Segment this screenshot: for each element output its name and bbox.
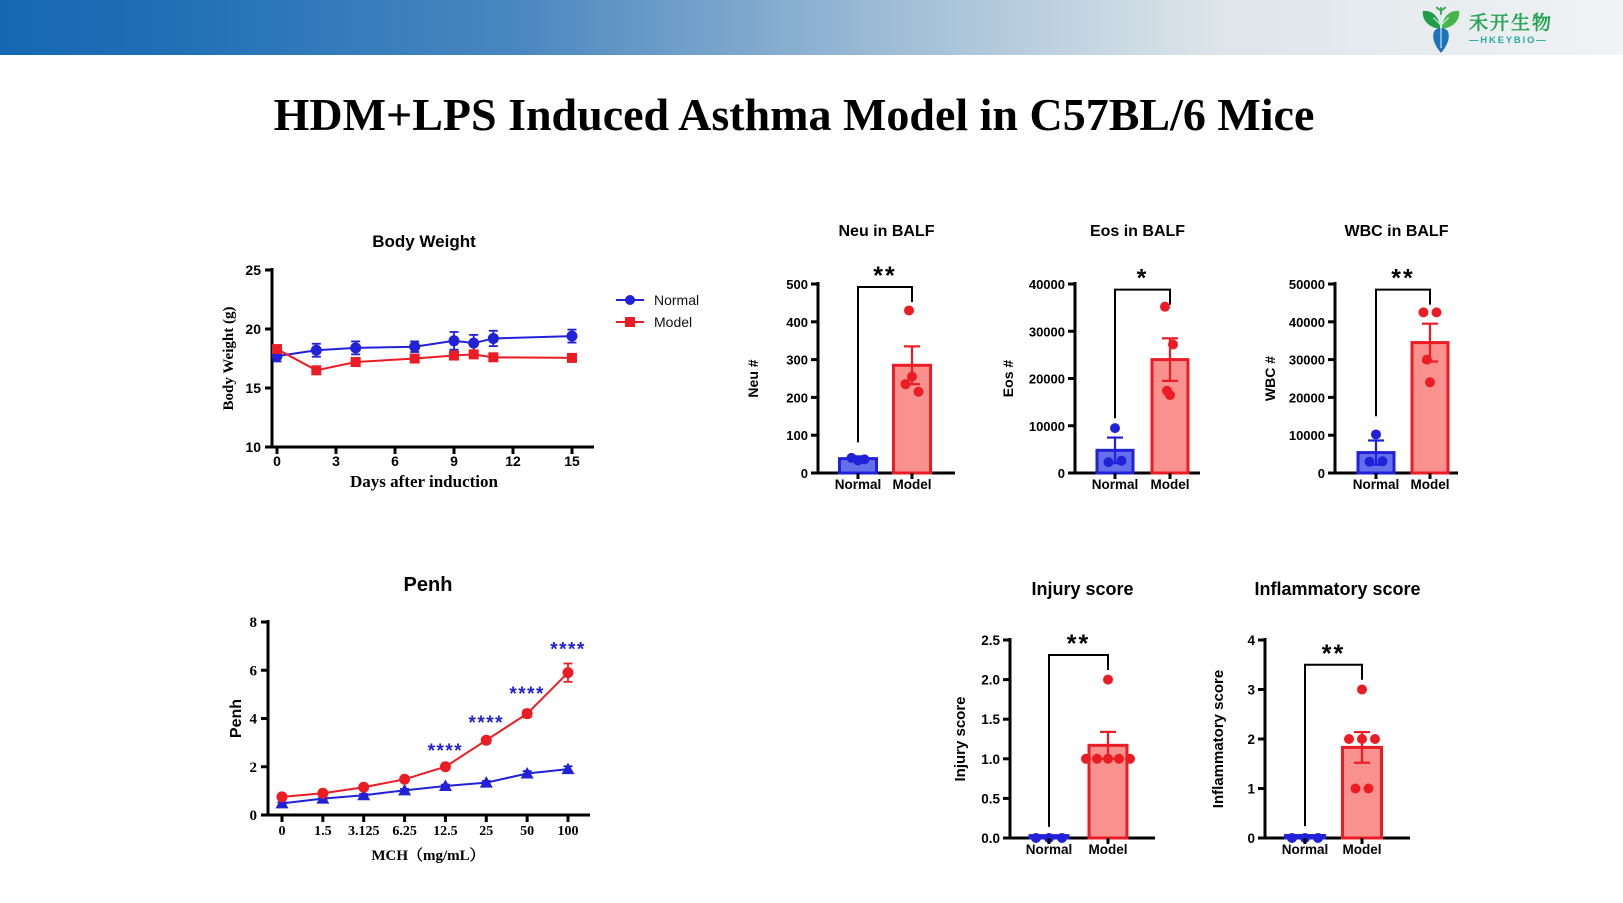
svg-text:2.0: 2.0 <box>981 672 1000 688</box>
svg-text:0: 0 <box>1247 831 1255 846</box>
svg-text:*: * <box>1136 264 1149 293</box>
svg-text:Eos #: Eos # <box>1000 359 1016 398</box>
svg-text:Model: Model <box>1150 477 1190 492</box>
svg-text:1.5: 1.5 <box>314 824 332 839</box>
page-title: HDM+LPS Induced Asthma Model in C57BL/6 Mice <box>273 89 1315 140</box>
inflammatory-score-plot <box>1175 550 1425 865</box>
svg-text:300: 300 <box>786 352 808 368</box>
svg-text:0: 0 <box>249 808 257 824</box>
svg-text:9: 9 <box>450 453 458 469</box>
svg-text:Normal: Normal <box>1281 842 1329 857</box>
svg-text:Injury score: Injury score <box>952 696 969 782</box>
svg-text:Model: Model <box>1342 842 1382 857</box>
wbc-in-balf-plot <box>1233 205 1463 505</box>
logo-leaf-icon <box>1420 6 1462 54</box>
svg-text:Normal: Normal <box>1025 842 1073 857</box>
svg-text:0: 0 <box>1057 466 1065 481</box>
svg-text:0: 0 <box>278 824 286 839</box>
normal-series-marker-icon <box>615 293 645 307</box>
svg-text:15: 15 <box>245 380 261 396</box>
svg-text:2.5: 2.5 <box>981 633 1000 648</box>
svg-text:200: 200 <box>786 390 808 406</box>
svg-text:25: 25 <box>245 262 261 278</box>
svg-text:Neu #: Neu # <box>745 359 761 398</box>
svg-text:15: 15 <box>564 453 580 469</box>
svg-text:Body Weight (g): Body Weight (g) <box>221 306 237 411</box>
model-series-marker-icon <box>615 315 645 329</box>
svg-text:Eos in BALF: Eos in BALF <box>1089 223 1186 240</box>
svg-text:100: 100 <box>786 428 808 444</box>
body-weight-plot <box>200 215 645 510</box>
svg-text:**: ** <box>1321 639 1346 668</box>
svg-text:12: 12 <box>505 453 521 469</box>
svg-text:6.25: 6.25 <box>392 824 417 839</box>
svg-text:10000: 10000 <box>1028 418 1065 434</box>
svg-text:1.0: 1.0 <box>981 751 1000 767</box>
svg-text:Normal: Normal <box>1352 477 1400 492</box>
svg-text:0: 0 <box>273 453 281 469</box>
svg-text:**: ** <box>1066 630 1091 659</box>
svg-text:10: 10 <box>245 439 261 455</box>
chart-eos-in-balf <box>983 205 1205 505</box>
svg-text:25: 25 <box>479 824 494 839</box>
svg-text:1: 1 <box>1247 781 1255 797</box>
svg-text:50000: 50000 <box>1288 277 1325 292</box>
svg-text:MCH（mg/mL）: MCH（mg/mL） <box>371 848 485 864</box>
svg-text:40000: 40000 <box>1288 314 1325 330</box>
svg-text:6: 6 <box>249 663 257 680</box>
svg-text:**: ** <box>873 262 897 291</box>
svg-text:Neu in BALF: Neu in BALF <box>838 223 935 240</box>
svg-text:Model: Model <box>1410 477 1450 492</box>
svg-text:2: 2 <box>249 759 257 776</box>
svg-text:100: 100 <box>557 824 579 839</box>
chart-wbc-in-balf <box>1233 205 1463 505</box>
chart-injury-score <box>925 550 1170 865</box>
svg-text:4: 4 <box>1247 633 1255 648</box>
svg-text:0: 0 <box>800 466 808 481</box>
svg-text:12.5: 12.5 <box>433 824 458 839</box>
svg-text:Model: Model <box>1088 842 1128 857</box>
svg-text:WBC #: WBC # <box>1262 355 1278 402</box>
svg-text:40000: 40000 <box>1028 277 1065 292</box>
svg-text:6: 6 <box>391 453 399 469</box>
legend-item-normal <box>615 292 699 308</box>
svg-text:Normal: Normal <box>834 477 882 492</box>
body-weight-legend <box>615 292 699 330</box>
svg-text:20000: 20000 <box>1288 390 1325 406</box>
logo-chinese-name: 禾开生物 <box>1469 13 1554 35</box>
svg-text:Normal: Normal <box>1091 477 1139 492</box>
svg-text:Inflammatory score: Inflammatory score <box>1254 579 1421 599</box>
neu-in-balf-plot <box>743 205 968 505</box>
svg-text:Penh: Penh <box>403 574 453 596</box>
svg-text:0: 0 <box>1317 466 1325 481</box>
top-banner <box>0 0 1623 55</box>
company-logo <box>1420 5 1620 55</box>
svg-text:400: 400 <box>786 314 808 330</box>
svg-text:****: **** <box>550 639 586 661</box>
svg-text:Inflammatory score: Inflammatory score <box>1210 669 1227 809</box>
svg-text:10000: 10000 <box>1288 428 1325 444</box>
svg-text:500: 500 <box>786 277 808 292</box>
svg-text:3: 3 <box>1247 682 1255 698</box>
svg-text:1.5: 1.5 <box>981 712 1000 728</box>
logo-text <box>1469 14 1553 46</box>
logo-english-name: —HKEYBIO— <box>1469 35 1548 47</box>
svg-text:0.0: 0.0 <box>981 831 1000 846</box>
svg-text:Model: Model <box>892 477 932 492</box>
svg-text:****: **** <box>427 740 464 762</box>
svg-text:30000: 30000 <box>1028 324 1065 340</box>
svg-text:30000: 30000 <box>1288 352 1325 368</box>
penh-plot <box>225 545 625 875</box>
chart-inflammatory-score <box>1175 550 1425 865</box>
svg-text:Penh: Penh <box>228 698 245 739</box>
svg-text:Days after induction: Days after induction <box>350 472 498 491</box>
svg-text:Injury score: Injury score <box>1031 579 1134 599</box>
eos-in-balf-plot <box>983 205 1205 505</box>
svg-text:0.5: 0.5 <box>981 791 1000 807</box>
injury-score-plot <box>925 550 1170 865</box>
chart-body-weight <box>200 215 645 510</box>
legend-label-model: Model <box>654 314 693 330</box>
svg-text:4: 4 <box>249 711 257 728</box>
svg-text:2: 2 <box>1247 732 1255 747</box>
svg-text:****: **** <box>509 684 545 706</box>
chart-penh <box>225 545 625 875</box>
legend-item-model <box>615 314 699 330</box>
svg-text:50: 50 <box>520 824 535 839</box>
chart-neu-in-balf <box>743 205 968 505</box>
svg-text:Body Weight: Body Weight <box>372 232 476 251</box>
svg-text:3: 3 <box>332 453 340 469</box>
legend-label-normal: Normal <box>654 292 700 308</box>
svg-text:****: **** <box>468 713 505 735</box>
svg-text:20000: 20000 <box>1028 371 1065 387</box>
svg-text:3.125: 3.125 <box>347 824 380 839</box>
svg-text:8: 8 <box>249 615 257 631</box>
svg-text:**: ** <box>1391 264 1415 293</box>
svg-text:20: 20 <box>245 321 261 337</box>
svg-text:WBC in BALF: WBC in BALF <box>1344 223 1449 240</box>
